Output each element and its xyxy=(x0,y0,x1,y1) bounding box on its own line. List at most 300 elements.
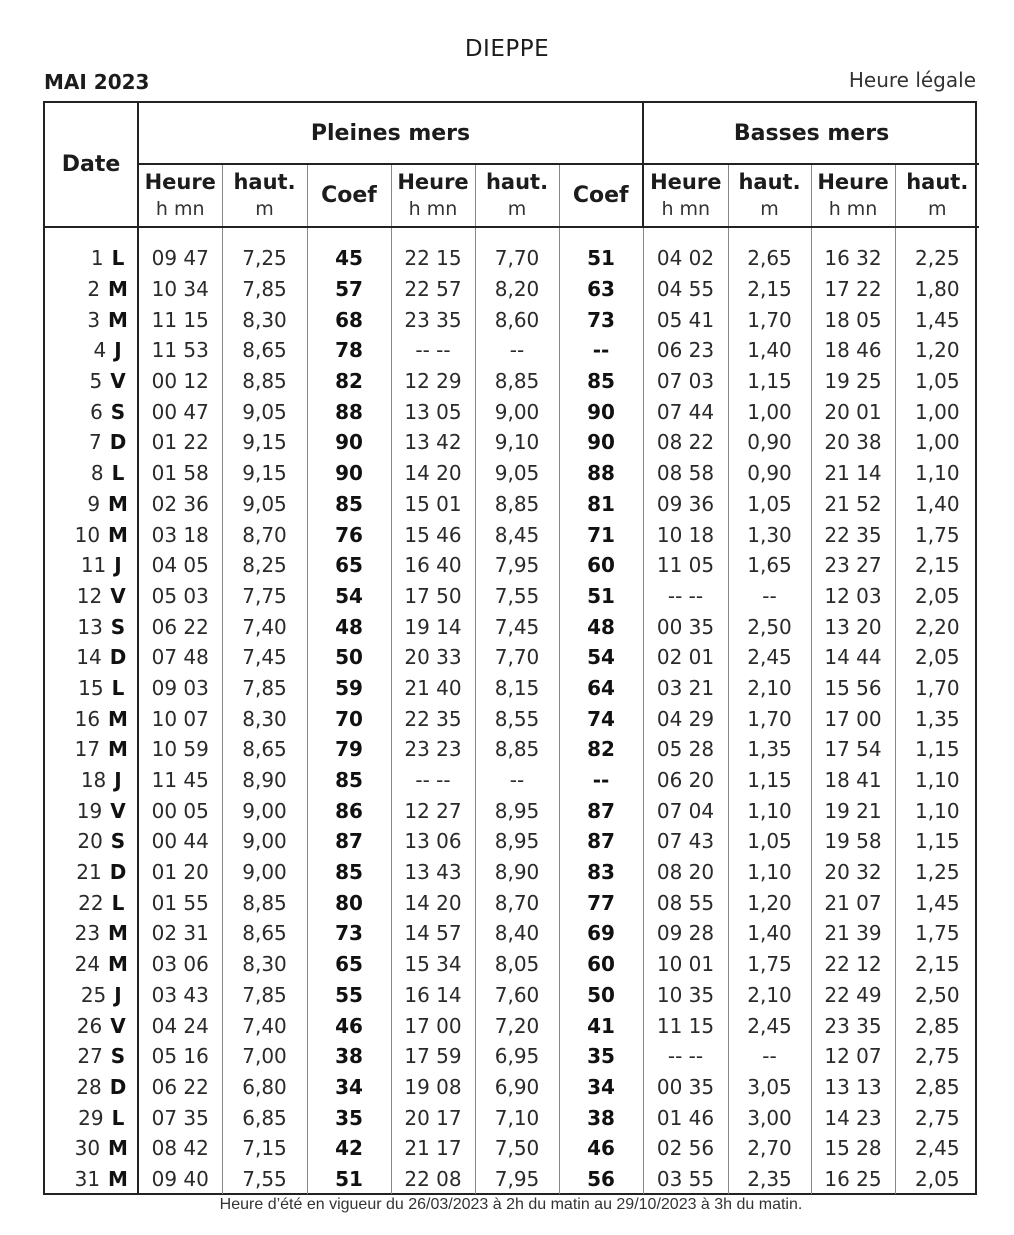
table-row xyxy=(45,918,979,949)
cell-bm-heure-2: 19 21 xyxy=(811,795,895,826)
cell-pm-haut-1: 7,40 xyxy=(222,1010,307,1041)
cell-pm-heure-2: 15 46 xyxy=(391,519,475,550)
cell-pm-coef-1: 82 xyxy=(307,366,391,397)
cell-pm-coef-2: 90 xyxy=(559,396,643,427)
cell-pm-haut-1: 9,15 xyxy=(222,458,307,489)
cell-bm-haut-1: -- xyxy=(728,1041,811,1072)
weekday-letter: M xyxy=(108,307,128,332)
header-pleines-mers: Pleines mers xyxy=(138,103,643,164)
cell-bm-heure-2: 19 25 xyxy=(811,366,895,397)
table-row xyxy=(45,274,979,305)
cell-pm-haut-2: 8,40 xyxy=(475,918,559,949)
weekday-letter: S xyxy=(110,614,126,639)
table-row xyxy=(45,765,979,796)
cell-pm-haut-1: 7,55 xyxy=(222,1164,307,1195)
table-row xyxy=(45,519,979,550)
cell-pm-coef-2: 41 xyxy=(559,1010,643,1041)
cell-pm-heure-1: 04 24 xyxy=(138,1010,222,1041)
cell-bm-haut-1: 3,00 xyxy=(728,1102,811,1133)
table-row xyxy=(45,1010,979,1041)
cell-pm-coef-1: 65 xyxy=(307,949,391,980)
cell-date xyxy=(45,795,138,826)
cell-pm-coef-1: 51 xyxy=(307,1164,391,1195)
day-number: 4 xyxy=(93,338,107,363)
cell-bm-heure-2: 22 12 xyxy=(811,949,895,980)
cell-pm-haut-1: 7,75 xyxy=(222,581,307,612)
cell-pm-haut-1: 8,85 xyxy=(222,366,307,397)
cell-pm-coef-1: 46 xyxy=(307,1010,391,1041)
cell-pm-heure-2: 20 17 xyxy=(391,1102,475,1133)
cell-pm-haut-1: 9,00 xyxy=(222,826,307,857)
cell-bm-haut-1: 2,15 xyxy=(728,274,811,305)
cell-pm-heure-2: 17 59 xyxy=(391,1041,475,1072)
cell-pm-heure-2: 23 35 xyxy=(391,304,475,335)
cell-bm-haut-2: 2,75 xyxy=(895,1102,979,1133)
cell-pm-heure-1: 09 47 xyxy=(138,243,222,274)
day-number: 25 xyxy=(80,982,107,1007)
cell-bm-heure-2: 16 32 xyxy=(811,243,895,274)
table-row xyxy=(45,642,979,673)
cell-bm-haut-1: 1,20 xyxy=(728,887,811,918)
cell-pm-coef-1: 48 xyxy=(307,611,391,642)
cell-bm-heure-2: 20 38 xyxy=(811,427,895,458)
cell-bm-haut-1: 1,40 xyxy=(728,918,811,949)
cell-date xyxy=(45,1164,138,1195)
cell-bm-haut-1: 2,45 xyxy=(728,1010,811,1041)
day-number: 10 xyxy=(74,522,101,547)
day-number: 21 xyxy=(76,860,102,885)
cell-pm-haut-2: 9,00 xyxy=(475,396,559,427)
cell-bm-haut-2: 1,45 xyxy=(895,304,979,335)
cell-pm-heure-1: 04 05 xyxy=(138,550,222,581)
cell-bm-heure-1: 10 35 xyxy=(643,980,728,1011)
table-row xyxy=(45,1072,979,1103)
cell-bm-haut-2: 1,00 xyxy=(895,396,979,427)
cell-bm-haut-1: 1,00 xyxy=(728,396,811,427)
cell-bm-haut-1: 1,35 xyxy=(728,734,811,765)
cell-pm-heure-2: -- -- xyxy=(391,765,475,796)
cell-pm-coef-2: -- xyxy=(559,765,643,796)
cell-bm-haut-1: 2,35 xyxy=(728,1164,811,1195)
cell-bm-heure-2: 23 27 xyxy=(811,550,895,581)
tide-table-frame xyxy=(43,101,977,1195)
cell-pm-haut-2: -- xyxy=(475,765,559,796)
cell-pm-haut-2: 8,55 xyxy=(475,703,559,734)
cell-pm-heure-1: 11 45 xyxy=(138,765,222,796)
cell-date xyxy=(45,703,138,734)
cell-pm-heure-1: 00 47 xyxy=(138,396,222,427)
cell-pm-haut-2: 8,90 xyxy=(475,857,559,888)
cell-pm-coef-1: 59 xyxy=(307,673,391,704)
cell-bm-heure-2: 15 56 xyxy=(811,673,895,704)
cell-pm-heure-2: 17 50 xyxy=(391,581,475,612)
cell-pm-coef-1: 42 xyxy=(307,1133,391,1164)
cell-pm-heure-2: 22 57 xyxy=(391,274,475,305)
header-bm-heure-1: Heure h mn xyxy=(643,164,728,227)
weekday-letter: S xyxy=(110,829,126,854)
table-row xyxy=(45,795,979,826)
cell-pm-coef-1: 50 xyxy=(307,642,391,673)
cell-bm-haut-2: 2,15 xyxy=(895,550,979,581)
cell-pm-heure-1: 00 05 xyxy=(138,795,222,826)
cell-pm-haut-2: 8,60 xyxy=(475,304,559,335)
cell-pm-coef-2: 51 xyxy=(559,581,643,612)
cell-pm-coef-2: 87 xyxy=(559,826,643,857)
table-row xyxy=(45,550,979,581)
weekday-letter: L xyxy=(111,675,125,700)
cell-pm-heure-1: 10 34 xyxy=(138,274,222,305)
weekday-letter: D xyxy=(109,860,127,885)
cell-bm-haut-1: 1,75 xyxy=(728,949,811,980)
cell-bm-haut-2: 1,10 xyxy=(895,458,979,489)
cell-bm-haut-2: 1,45 xyxy=(895,887,979,918)
cell-pm-haut-2: 8,70 xyxy=(475,887,559,918)
cell-pm-haut-1: 8,90 xyxy=(222,765,307,796)
table-row xyxy=(45,304,979,335)
cell-pm-coef-2: 60 xyxy=(559,550,643,581)
cell-bm-heure-2: 12 03 xyxy=(811,581,895,612)
cell-bm-haut-2: 2,85 xyxy=(895,1072,979,1103)
cell-pm-haut-2: 6,95 xyxy=(475,1041,559,1072)
cell-pm-heure-2: 13 42 xyxy=(391,427,475,458)
cell-pm-heure-2: 13 06 xyxy=(391,826,475,857)
cell-bm-heure-1: 01 46 xyxy=(643,1102,728,1133)
cell-bm-heure-1: 02 01 xyxy=(643,642,728,673)
day-number: 18 xyxy=(80,768,107,793)
cell-pm-haut-2: 8,85 xyxy=(475,366,559,397)
cell-bm-heure-2: 21 52 xyxy=(811,489,895,520)
cell-pm-haut-1: 7,85 xyxy=(222,274,307,305)
tide-table xyxy=(45,103,979,1194)
day-number: 16 xyxy=(74,706,101,731)
cell-pm-heure-1: 01 20 xyxy=(138,857,222,888)
cell-bm-haut-1: 1,05 xyxy=(728,826,811,857)
cell-pm-haut-2: 7,60 xyxy=(475,980,559,1011)
cell-pm-haut-1: 8,65 xyxy=(222,918,307,949)
cell-pm-heure-2: 21 17 xyxy=(391,1133,475,1164)
cell-bm-haut-1: 1,15 xyxy=(728,765,811,796)
weekday-letter: J xyxy=(114,982,122,1007)
cell-pm-heure-2: 13 43 xyxy=(391,857,475,888)
cell-bm-haut-2: 1,40 xyxy=(895,489,979,520)
day-number: 29 xyxy=(78,1105,104,1130)
table-row xyxy=(45,1102,979,1133)
cell-pm-coef-2: 85 xyxy=(559,366,643,397)
cell-bm-heure-1: 08 55 xyxy=(643,887,728,918)
day-number: 11 xyxy=(80,553,107,578)
weekday-letter: M xyxy=(108,1166,128,1191)
cell-bm-heure-2: 21 39 xyxy=(811,918,895,949)
cell-pm-heure-1: 09 03 xyxy=(138,673,222,704)
table-row xyxy=(45,427,979,458)
cell-pm-heure-1: 11 53 xyxy=(138,335,222,366)
cell-pm-coef-1: 85 xyxy=(307,489,391,520)
cell-date xyxy=(45,396,138,427)
cell-pm-haut-1: 7,85 xyxy=(222,980,307,1011)
header-pm-coef-2: Coef xyxy=(559,164,643,227)
cell-pm-haut-2: 7,10 xyxy=(475,1102,559,1133)
cell-bm-heure-2: 14 23 xyxy=(811,1102,895,1133)
cell-pm-haut-2: 8,45 xyxy=(475,519,559,550)
cell-pm-heure-2: 19 14 xyxy=(391,611,475,642)
day-number: 5 xyxy=(89,369,103,394)
cell-bm-haut-2: 2,45 xyxy=(895,1133,979,1164)
cell-pm-heure-2: 16 14 xyxy=(391,980,475,1011)
cell-bm-haut-1: 2,10 xyxy=(728,980,811,1011)
cell-bm-haut-1: 2,70 xyxy=(728,1133,811,1164)
cell-date xyxy=(45,980,138,1011)
cell-bm-heure-1: 07 04 xyxy=(643,795,728,826)
cell-pm-coef-1: 57 xyxy=(307,274,391,305)
cell-bm-heure-1: 09 36 xyxy=(643,489,728,520)
cell-pm-coef-2: 48 xyxy=(559,611,643,642)
cell-pm-haut-1: 8,30 xyxy=(222,304,307,335)
cell-pm-coef-2: 51 xyxy=(559,243,643,274)
day-number: 2 xyxy=(87,277,101,302)
weekday-letter: D xyxy=(109,430,127,455)
header-pm-heure-1: Heure h mn xyxy=(138,164,222,227)
cell-date xyxy=(45,550,138,581)
weekday-letter: M xyxy=(108,706,128,731)
weekday-letter: L xyxy=(111,890,125,915)
cell-bm-heure-2: 16 25 xyxy=(811,1164,895,1195)
time-note: Heure légale xyxy=(848,68,976,92)
cell-bm-heure-1: 11 05 xyxy=(643,550,728,581)
cell-pm-coef-1: 35 xyxy=(307,1102,391,1133)
day-number: 13 xyxy=(77,614,103,639)
day-number: 26 xyxy=(76,1013,103,1038)
cell-bm-heure-2: 18 41 xyxy=(811,765,895,796)
cell-bm-haut-2: 1,10 xyxy=(895,795,979,826)
cell-pm-haut-2: 7,20 xyxy=(475,1010,559,1041)
cell-bm-heure-2: 19 58 xyxy=(811,826,895,857)
cell-pm-heure-1: 02 36 xyxy=(138,489,222,520)
weekday-letter: M xyxy=(108,491,128,516)
cell-bm-heure-1: 11 15 xyxy=(643,1010,728,1041)
cell-date xyxy=(45,611,138,642)
cell-pm-heure-2: 16 40 xyxy=(391,550,475,581)
cell-bm-heure-2: 21 07 xyxy=(811,887,895,918)
cell-pm-coef-2: 35 xyxy=(559,1041,643,1072)
cell-date xyxy=(45,1102,138,1133)
cell-bm-haut-1: 1,10 xyxy=(728,795,811,826)
cell-pm-heure-2: 22 35 xyxy=(391,703,475,734)
cell-pm-haut-1: 7,45 xyxy=(222,642,307,673)
cell-pm-haut-2: 7,95 xyxy=(475,550,559,581)
cell-pm-coef-1: 68 xyxy=(307,304,391,335)
cell-pm-haut-2: -- xyxy=(475,335,559,366)
day-number: 22 xyxy=(78,890,104,915)
cell-pm-haut-2: 7,55 xyxy=(475,581,559,612)
cell-pm-haut-2: 9,05 xyxy=(475,458,559,489)
cell-bm-heure-2: 13 13 xyxy=(811,1072,895,1103)
cell-bm-haut-2: 1,00 xyxy=(895,427,979,458)
cell-pm-heure-2: 14 57 xyxy=(391,918,475,949)
header-basses-mers: Basses mers xyxy=(643,103,979,164)
cell-bm-haut-2: 1,15 xyxy=(895,826,979,857)
cell-bm-haut-2: 1,15 xyxy=(895,734,979,765)
cell-pm-heure-1: 10 59 xyxy=(138,734,222,765)
cell-pm-coef-2: 56 xyxy=(559,1164,643,1195)
cell-bm-haut-2: 1,35 xyxy=(895,703,979,734)
cell-bm-heure-2: 15 28 xyxy=(811,1133,895,1164)
table-row xyxy=(45,366,979,397)
cell-bm-heure-1: 04 02 xyxy=(643,243,728,274)
cell-pm-heure-1: 07 48 xyxy=(138,642,222,673)
cell-bm-heure-1: -- -- xyxy=(643,581,728,612)
cell-pm-heure-1: 06 22 xyxy=(138,611,222,642)
cell-bm-haut-2: 2,05 xyxy=(895,581,979,612)
cell-bm-heure-1: 07 43 xyxy=(643,826,728,857)
cell-pm-haut-1: 8,30 xyxy=(222,949,307,980)
cell-pm-haut-1: 8,65 xyxy=(222,335,307,366)
cell-pm-coef-2: 50 xyxy=(559,980,643,1011)
cell-bm-heure-1: 06 20 xyxy=(643,765,728,796)
cell-pm-haut-2: 7,45 xyxy=(475,611,559,642)
cell-pm-coef-2: 60 xyxy=(559,949,643,980)
cell-pm-heure-1: 02 31 xyxy=(138,918,222,949)
cell-date xyxy=(45,673,138,704)
cell-pm-coef-1: 78 xyxy=(307,335,391,366)
cell-pm-heure-2: 17 00 xyxy=(391,1010,475,1041)
cell-date xyxy=(45,1010,138,1041)
cell-bm-heure-2: 20 01 xyxy=(811,396,895,427)
cell-pm-heure-2: -- -- xyxy=(391,335,475,366)
cell-pm-coef-1: 54 xyxy=(307,581,391,612)
weekday-letter: L xyxy=(111,461,125,486)
cell-pm-heure-1: 05 16 xyxy=(138,1041,222,1072)
cell-bm-haut-1: 0,90 xyxy=(728,458,811,489)
cell-pm-haut-2: 8,05 xyxy=(475,949,559,980)
cell-bm-heure-1: 02 56 xyxy=(643,1133,728,1164)
cell-pm-haut-2: 7,95 xyxy=(475,1164,559,1195)
cell-pm-haut-1: 7,85 xyxy=(222,673,307,704)
weekday-letter: L xyxy=(111,1105,125,1130)
cell-pm-haut-2: 8,95 xyxy=(475,826,559,857)
weekday-letter: M xyxy=(108,737,128,762)
cell-pm-coef-2: 73 xyxy=(559,304,643,335)
cell-bm-heure-2: 13 20 xyxy=(811,611,895,642)
weekday-letter: M xyxy=(108,1136,128,1161)
day-number: 3 xyxy=(87,307,101,332)
cell-pm-coef-2: 87 xyxy=(559,795,643,826)
cell-bm-heure-1: 10 01 xyxy=(643,949,728,980)
cell-bm-haut-1: 2,65 xyxy=(728,243,811,274)
cell-bm-heure-2: 14 44 xyxy=(811,642,895,673)
cell-pm-heure-2: 14 20 xyxy=(391,887,475,918)
cell-bm-heure-2: 17 54 xyxy=(811,734,895,765)
cell-pm-heure-1: 06 22 xyxy=(138,1072,222,1103)
cell-bm-heure-2: 22 35 xyxy=(811,519,895,550)
cell-pm-coef-2: 63 xyxy=(559,274,643,305)
weekday-letter: M xyxy=(108,522,128,547)
cell-pm-haut-1: 8,30 xyxy=(222,703,307,734)
cell-bm-heure-1: 09 28 xyxy=(643,918,728,949)
cell-bm-haut-2: 2,25 xyxy=(895,243,979,274)
weekday-letter: V xyxy=(110,583,126,608)
header-pm-haut-1: haut. m xyxy=(222,164,307,227)
cell-date xyxy=(45,335,138,366)
cell-bm-heure-1: 04 55 xyxy=(643,274,728,305)
weekday-letter: V xyxy=(110,798,126,823)
cell-date xyxy=(45,1041,138,1072)
cell-pm-coef-1: 34 xyxy=(307,1072,391,1103)
day-number: 9 xyxy=(87,491,101,516)
day-number: 6 xyxy=(90,399,103,424)
weekday-letter: M xyxy=(108,921,128,946)
table-row xyxy=(45,581,979,612)
cell-pm-haut-1: 9,05 xyxy=(222,489,307,520)
cell-pm-coef-1: 90 xyxy=(307,427,391,458)
day-number: 24 xyxy=(74,952,101,977)
weekday-letter: J xyxy=(114,553,122,578)
cell-bm-haut-1: 1,40 xyxy=(728,335,811,366)
cell-bm-haut-1: 1,70 xyxy=(728,703,811,734)
cell-date xyxy=(45,857,138,888)
cell-pm-heure-2: 22 08 xyxy=(391,1164,475,1195)
header-bm-haut-2: haut. m xyxy=(895,164,979,227)
table-row xyxy=(45,1041,979,1072)
cell-bm-heure-1: 10 18 xyxy=(643,519,728,550)
weekday-letter: D xyxy=(109,1074,127,1099)
table-row xyxy=(45,857,979,888)
cell-pm-haut-1: 9,15 xyxy=(222,427,307,458)
cell-pm-heure-1: 07 35 xyxy=(138,1102,222,1133)
cell-pm-haut-2: 6,90 xyxy=(475,1072,559,1103)
cell-pm-coef-1: 45 xyxy=(307,243,391,274)
table-row xyxy=(45,243,979,274)
cell-pm-coef-2: 34 xyxy=(559,1072,643,1103)
cell-date xyxy=(45,642,138,673)
table-row xyxy=(45,949,979,980)
table-row xyxy=(45,734,979,765)
cell-date xyxy=(45,366,138,397)
table-row xyxy=(45,673,979,704)
cell-date xyxy=(45,274,138,305)
cell-pm-haut-1: 7,15 xyxy=(222,1133,307,1164)
cell-pm-haut-1: 7,00 xyxy=(222,1041,307,1072)
cell-pm-haut-1: 6,85 xyxy=(222,1102,307,1133)
cell-bm-haut-1: 2,10 xyxy=(728,673,811,704)
cell-pm-heure-2: 19 08 xyxy=(391,1072,475,1103)
cell-date xyxy=(45,734,138,765)
cell-pm-coef-1: 38 xyxy=(307,1041,391,1072)
day-number: 20 xyxy=(77,829,103,854)
cell-bm-heure-1: 08 20 xyxy=(643,857,728,888)
day-number: 8 xyxy=(90,461,104,486)
cell-pm-heure-1: 00 44 xyxy=(138,826,222,857)
cell-bm-heure-1: -- -- xyxy=(643,1041,728,1072)
cell-bm-heure-1: 08 22 xyxy=(643,427,728,458)
cell-bm-heure-1: 05 41 xyxy=(643,304,728,335)
cell-pm-heure-1: 00 12 xyxy=(138,366,222,397)
cell-pm-heure-1: 03 18 xyxy=(138,519,222,550)
cell-pm-haut-1: 9,00 xyxy=(222,857,307,888)
table-row xyxy=(45,703,979,734)
cell-bm-haut-2: 2,15 xyxy=(895,949,979,980)
cell-bm-heure-2: 17 00 xyxy=(811,703,895,734)
cell-pm-heure-2: 20 33 xyxy=(391,642,475,673)
cell-pm-haut-1: 9,00 xyxy=(222,795,307,826)
cell-pm-heure-1: 08 42 xyxy=(138,1133,222,1164)
cell-bm-heure-2: 18 05 xyxy=(811,304,895,335)
cell-bm-haut-1: -- xyxy=(728,581,811,612)
cell-bm-haut-2: 2,05 xyxy=(895,642,979,673)
cell-bm-haut-1: 1,65 xyxy=(728,550,811,581)
cell-pm-coef-2: 88 xyxy=(559,458,643,489)
cell-pm-haut-2: 8,85 xyxy=(475,734,559,765)
cell-pm-heure-1: 01 55 xyxy=(138,887,222,918)
